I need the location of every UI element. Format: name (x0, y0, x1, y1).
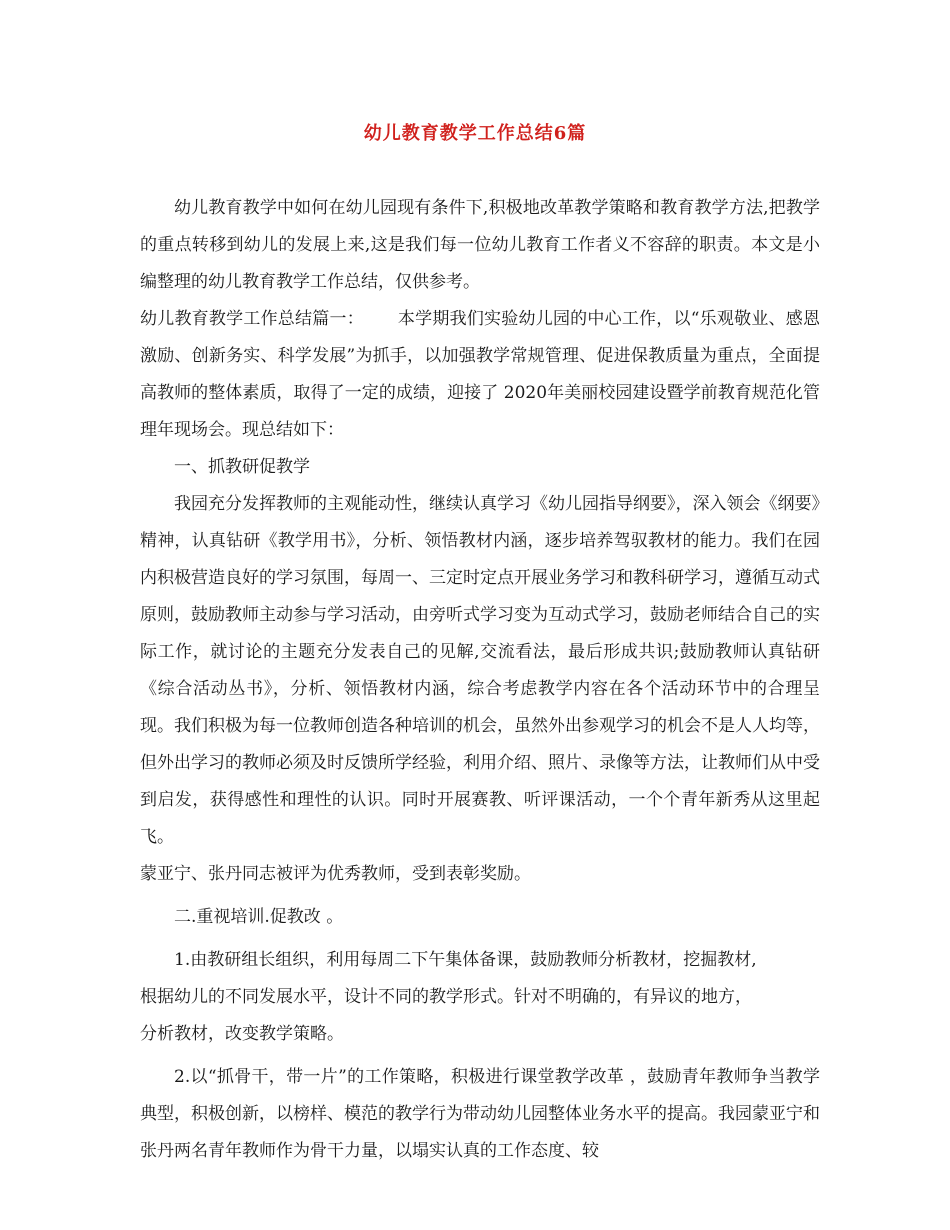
item2-paragraph: 2.以“抓骨干，带一片”的工作策略，积极进行课堂教学改革 ，鼓励青年教师争当教学典型，积极创新，以榜样、模范的教学行为带动幼儿园整体业务水平的提高。我园蒙亚宁和张丹两名青年教师作为骨干力量，以塌实认真的工作态度、较 (140, 1067, 820, 1161)
part1-label: 幼儿教育教学工作总结篇一： (140, 309, 364, 329)
intro-paragraph: 幼儿教育教学中如何在幼儿园现有条件下,积极地改革教学策略和教育教学方法,把教学的重点转移到幼儿的发展上来,这是我们每一位幼儿教育工作者义不容辞的职责。本文是小编整理的幼儿教育教学工作总结，仅供参考。 (140, 198, 820, 292)
part1-text: 本学期我们实验幼儿园的中心工作，以“乐观敬业、感恩激励、创新务实、科学发展”为抓手，以加强教学常规管理、促进保教质量为重点，全面提高教师的整体素质，取得了一定的成绩，迎接了 2020年美丽校园建设暨学前教育规范化管理年现场会。现总结如下： (140, 309, 820, 440)
document-title: 幼儿教育教学工作总结6篇 (363, 123, 587, 144)
section2-heading: 二.重视培训.促教改 。 (174, 907, 344, 927)
item1-line1: 1.由教研组长组织，利用每周二下午集体备课，鼓励教师分析教材，挖掘教材, (174, 950, 757, 970)
part1-paragraph (140, 301, 820, 449)
item1-line2: 根据幼儿的不同发展水平，设计不同的教学形式。针对不明确的，有异议的地方， (140, 987, 752, 1007)
section1-paragraph: 我园充分发挥教师的主观能动性，继续认真学习《幼儿园指导纲要》，深入领会《纲要》精神，认真钻研《教学用书》，分析、领悟教材内涵，逐步培养驾驭教材的能力。我们在园内积极营造良好的学习氛围，每周一、三定时定点开展业务学习和教科研学习，遵循互动式原则，鼓励教师主动参与学习活动，由旁听式学习变为互动式学习，鼓励老师结合自己的实际工作，就讨论的主题充分发表自己的见解,交流看法，最后形成共识;鼓励教师认真钻研《综合活动丛书》，分析、领悟教材内涵，综合考虑教学内容在各个活动环节中的合理呈现。我们积极为每一位教师创造各种培训的机会，虽然外出参观学习的机会不是人人均等，但外出学习的教师必须及时反馈所学经验，利用介绍、照片、录像等方法，让教师们从中受到启发，获得感性和理性的认识。同时开展赛教、听评课活动，一个个青年新秀从这里起飞。 (140, 494, 820, 847)
document-body (140, 190, 820, 1170)
item1-line3: 分析教材，改变教学策略。 (140, 1024, 344, 1044)
section1-tail: 蒙亚宁、张丹同志被评为优秀教师，受到表彰奖励。 (140, 864, 531, 884)
section1-heading: 一、抓教研促教学 (174, 457, 310, 477)
